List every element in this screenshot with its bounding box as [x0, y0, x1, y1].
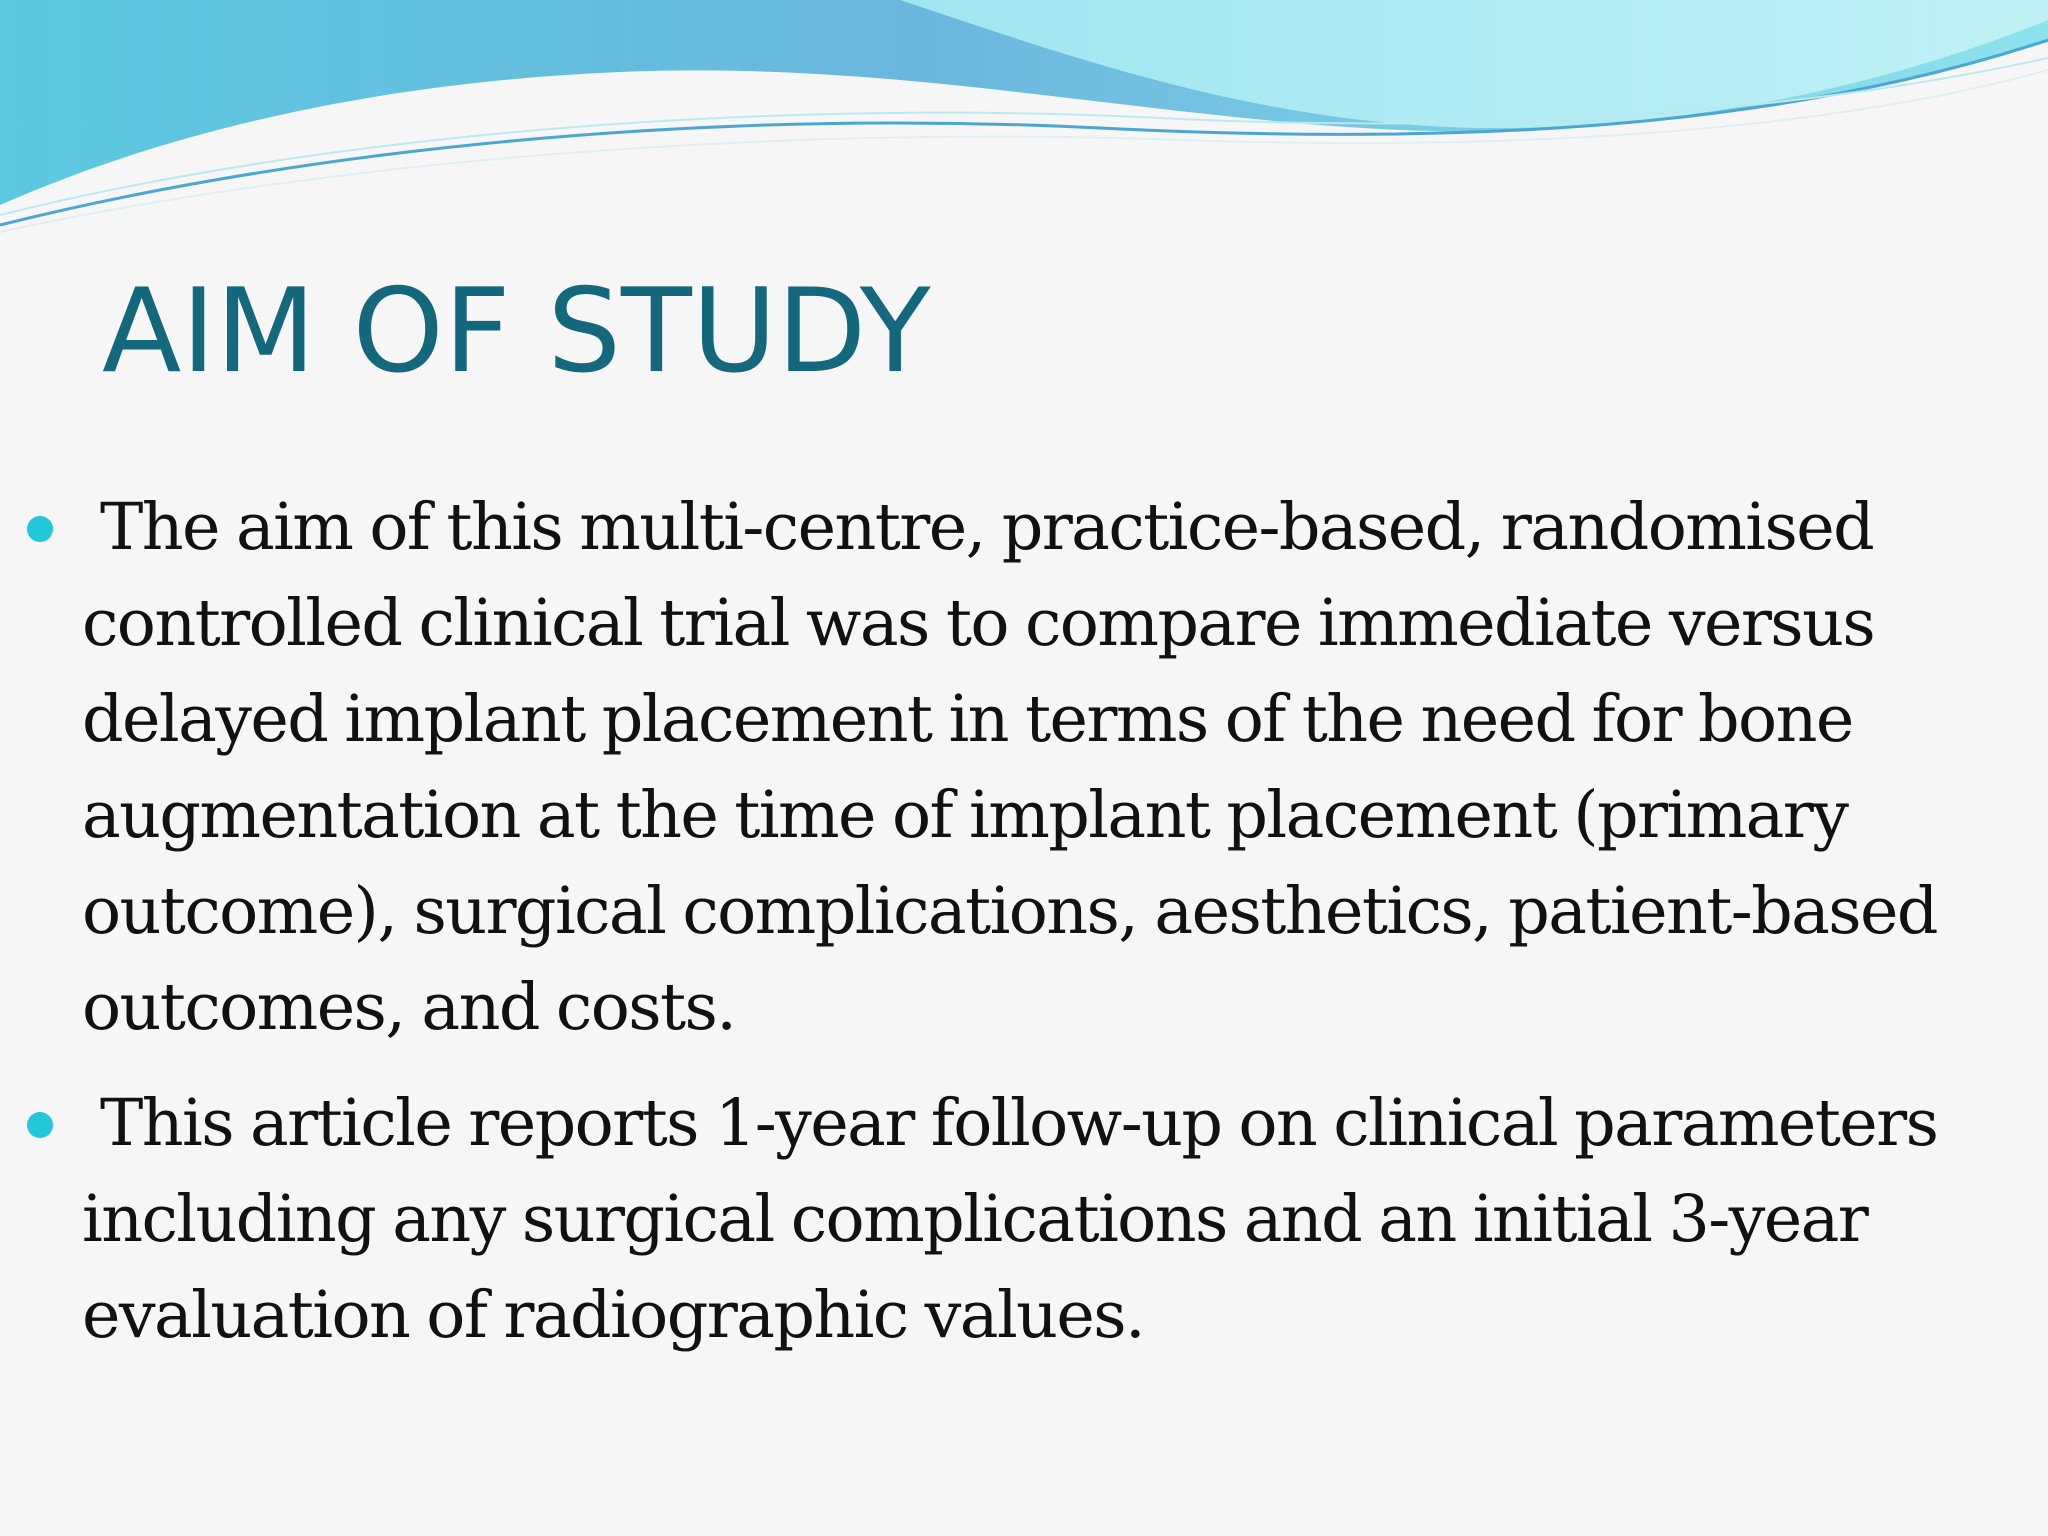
decorative-wave-header — [0, 0, 2048, 260]
bullet-dot-icon — [27, 1112, 53, 1138]
bullet-list — [0, 480, 2048, 1364]
bullet-text: This article reports 1-year follow-up on clinical parameters including any surgical complications and an initial 3-year evaluation of radiographic values. — [82, 1086, 1938, 1353]
bullet-dot-icon — [27, 516, 53, 542]
bullet-item-report — [0, 1076, 2012, 1364]
slide-title: AIM OF STUDY — [102, 264, 931, 399]
bullet-item-aim — [0, 480, 2012, 1056]
bullet-text: The aim of this multi-centre, practice-based, randomised controlled clinical trial was to compare immediate versus delayed implant placement in terms of the need for bone augmentation at the time of implant placement (primary outcome), surgical complications, aesthetics, patient-based outcomes, and costs. — [82, 490, 1937, 1045]
